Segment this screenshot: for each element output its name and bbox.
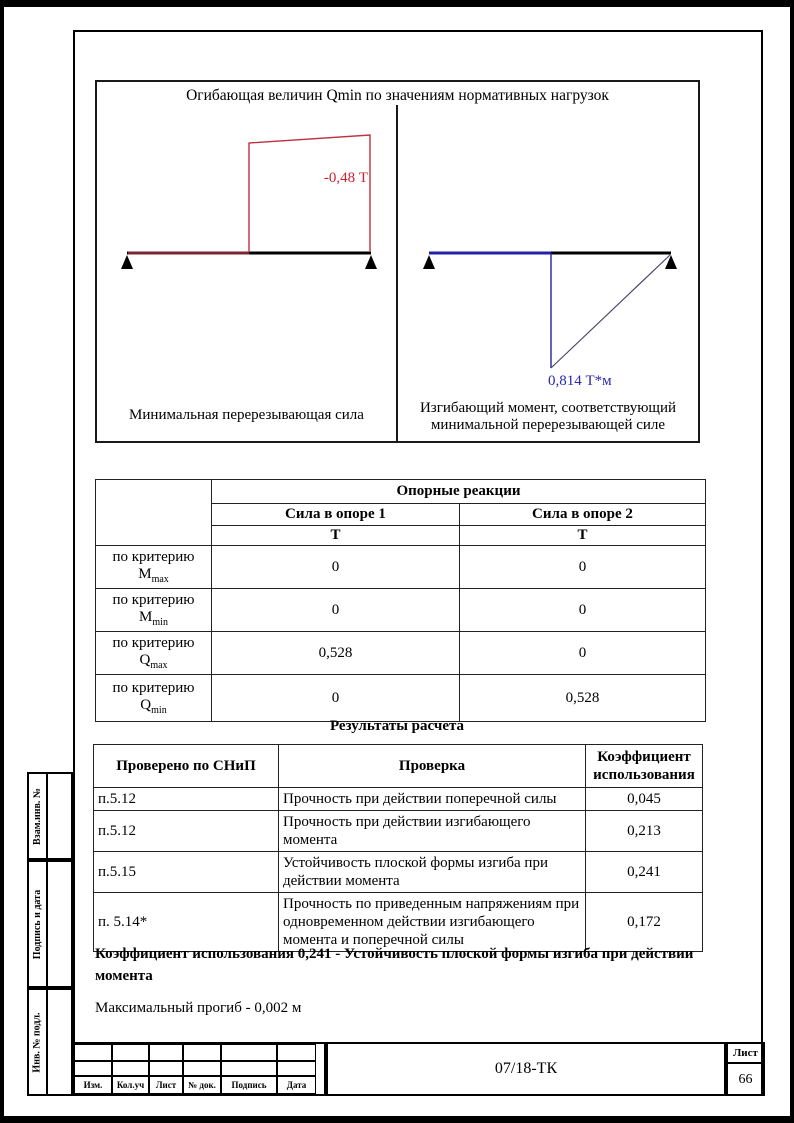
table-row	[94, 893, 703, 952]
check-header: Проверка	[279, 745, 586, 788]
snip-cell: п. 5.14*	[94, 893, 279, 952]
check-cell: Прочность по приведенным напряжениям при одновременном действии изгибающего момента и поперечной силы	[279, 893, 586, 952]
coeff-header: Коэффициент использования	[586, 745, 703, 788]
grid-cell	[149, 1044, 183, 1061]
shear-envelope-line	[249, 135, 370, 252]
list-label: Лист	[149, 1076, 183, 1094]
shear-diagram-panel	[97, 105, 396, 441]
criterion-symbol: Q	[140, 696, 152, 713]
value-cell: 0	[460, 632, 706, 675]
table-row	[94, 745, 703, 788]
value-cell: 0,528	[460, 675, 706, 722]
doc-num-label: № док.	[183, 1076, 221, 1094]
snip-header: Проверено по СНиП	[94, 745, 279, 788]
podpis-data-cell	[27, 860, 73, 988]
table-row	[94, 852, 703, 893]
diagrams-box	[95, 80, 700, 443]
diagrams-title: Огибающая величин Qmin по значениям нормативных нагрузок	[186, 87, 609, 104]
table-row	[94, 788, 703, 811]
shear-value-label: -0,48 Т	[323, 170, 368, 186]
empty-header-cell	[96, 480, 212, 546]
data-label: Дата	[277, 1076, 316, 1094]
value-cell: 0	[460, 589, 706, 632]
criterion-symbol: M	[139, 608, 153, 625]
coeff-cell: 0,172	[586, 893, 703, 952]
moment-diagonal-line	[551, 255, 670, 368]
podpis-data-label: Подпись и дата	[32, 889, 43, 959]
grid-cell	[74, 1044, 112, 1061]
inv-podl-cell	[27, 988, 73, 1096]
snip-cell: п.5.12	[94, 788, 279, 811]
criterion-subscript: min	[151, 704, 167, 716]
podpis-data-label-col	[29, 862, 48, 986]
support-left-icon	[423, 255, 435, 269]
criterion-cell	[96, 632, 212, 675]
vzam-inv-label-col	[29, 774, 48, 858]
inv-podl-empty-col	[48, 990, 71, 1094]
support-right-icon	[665, 255, 677, 269]
criterion-cell	[96, 589, 212, 632]
governing-check-summary: Коэффициент использования 0,241 - Устойчивость плоской формы изгиба при действии момента	[95, 946, 694, 984]
check-cell: Прочность при действии изгибающего момента	[279, 811, 586, 852]
revision-grid	[72, 1042, 326, 1096]
table-row	[96, 589, 706, 632]
value-cell: 0	[212, 546, 460, 589]
grid-cell	[277, 1044, 316, 1061]
grid-cell	[74, 1061, 112, 1076]
value-cell: 0	[212, 589, 460, 632]
shear-caption: Минимальная перерезывающая сила	[129, 407, 364, 424]
sheet-number: 66	[738, 1072, 753, 1087]
criterion-prefix: по критерию	[112, 679, 195, 696]
snip-cell: п.5.12	[94, 811, 279, 852]
criterion-prefix: по критерию	[112, 634, 195, 651]
max-deflection-text: Максимальный прогиб - 0,002 м	[95, 1000, 302, 1016]
table-row	[96, 675, 706, 722]
grid-cell	[183, 1044, 221, 1061]
criterion-cell	[96, 546, 212, 589]
support-reactions-table	[95, 479, 706, 722]
support-reactions-header: Опорные реакции	[212, 480, 706, 504]
moment-diagram-panel	[398, 105, 698, 441]
table-row	[96, 632, 706, 675]
unit-cell: Т	[460, 526, 706, 546]
grid-cell	[221, 1044, 277, 1061]
vzam-inv-empty-col	[48, 774, 71, 858]
check-cell: Прочность при действии поперечной силы	[279, 788, 586, 811]
value-cell: 0,528	[212, 632, 460, 675]
moment-caption: Изгибающий момент, соответствующий минимальной перерезывающей силе	[419, 399, 677, 434]
grid-cell	[112, 1061, 149, 1076]
results-table	[93, 744, 703, 952]
snip-cell: п.5.15	[94, 852, 279, 893]
support2-header: Сила в опоре 2	[460, 504, 706, 526]
grid-cell	[183, 1061, 221, 1076]
support-right-icon	[365, 255, 377, 269]
criterion-subscript: min	[152, 616, 168, 628]
sheet-label: Лист	[728, 1044, 763, 1064]
podpis-data-empty-col	[48, 862, 71, 986]
inv-podl-label-col	[29, 990, 48, 1094]
moment-value-label: 0,814 Т*м	[548, 373, 612, 389]
value-cell: 0	[460, 546, 706, 589]
table-row	[94, 811, 703, 852]
grid-cell	[149, 1061, 183, 1076]
criterion-symbol: Q	[139, 651, 151, 668]
check-cell: Устойчивость плоской формы изгиба при действии момента	[279, 852, 586, 893]
grid-cell	[112, 1044, 149, 1061]
criterion-subscript: max	[151, 573, 169, 585]
value-cell: 0	[212, 675, 460, 722]
support1-header: Сила в опоре 1	[212, 504, 460, 526]
koluch-label: Кол.уч	[112, 1076, 149, 1094]
criterion-prefix: по критерию	[112, 591, 195, 608]
vzam-inv-label: Взам.инв. №	[32, 787, 44, 845]
podpis-label: Подпись	[221, 1076, 277, 1094]
document-number: 07/18-ТК	[326, 1042, 726, 1096]
criterion-symbol: M	[138, 565, 152, 582]
criterion-subscript: max	[150, 659, 168, 671]
coeff-cell: 0,213	[586, 811, 703, 852]
coeff-cell: 0,241	[586, 852, 703, 893]
table-row	[96, 546, 706, 589]
support-left-icon	[121, 255, 133, 269]
results-title: Результаты расчета	[329, 718, 465, 734]
unit-cell: Т	[212, 526, 460, 546]
criterion-prefix: по критерию	[112, 548, 195, 565]
grid-cell	[277, 1061, 316, 1076]
shear-diagram	[97, 105, 396, 387]
moment-diagram	[398, 105, 698, 389]
vzam-inv-cell	[27, 772, 73, 860]
sheet-number-block	[726, 1042, 765, 1096]
criterion-cell	[96, 675, 212, 722]
inv-podl-label: Инв. № подл.	[32, 1011, 44, 1073]
table-row	[96, 480, 706, 504]
coeff-cell: 0,045	[586, 788, 703, 811]
izm-label: Изм.	[74, 1076, 112, 1094]
grid-cell	[221, 1061, 277, 1076]
